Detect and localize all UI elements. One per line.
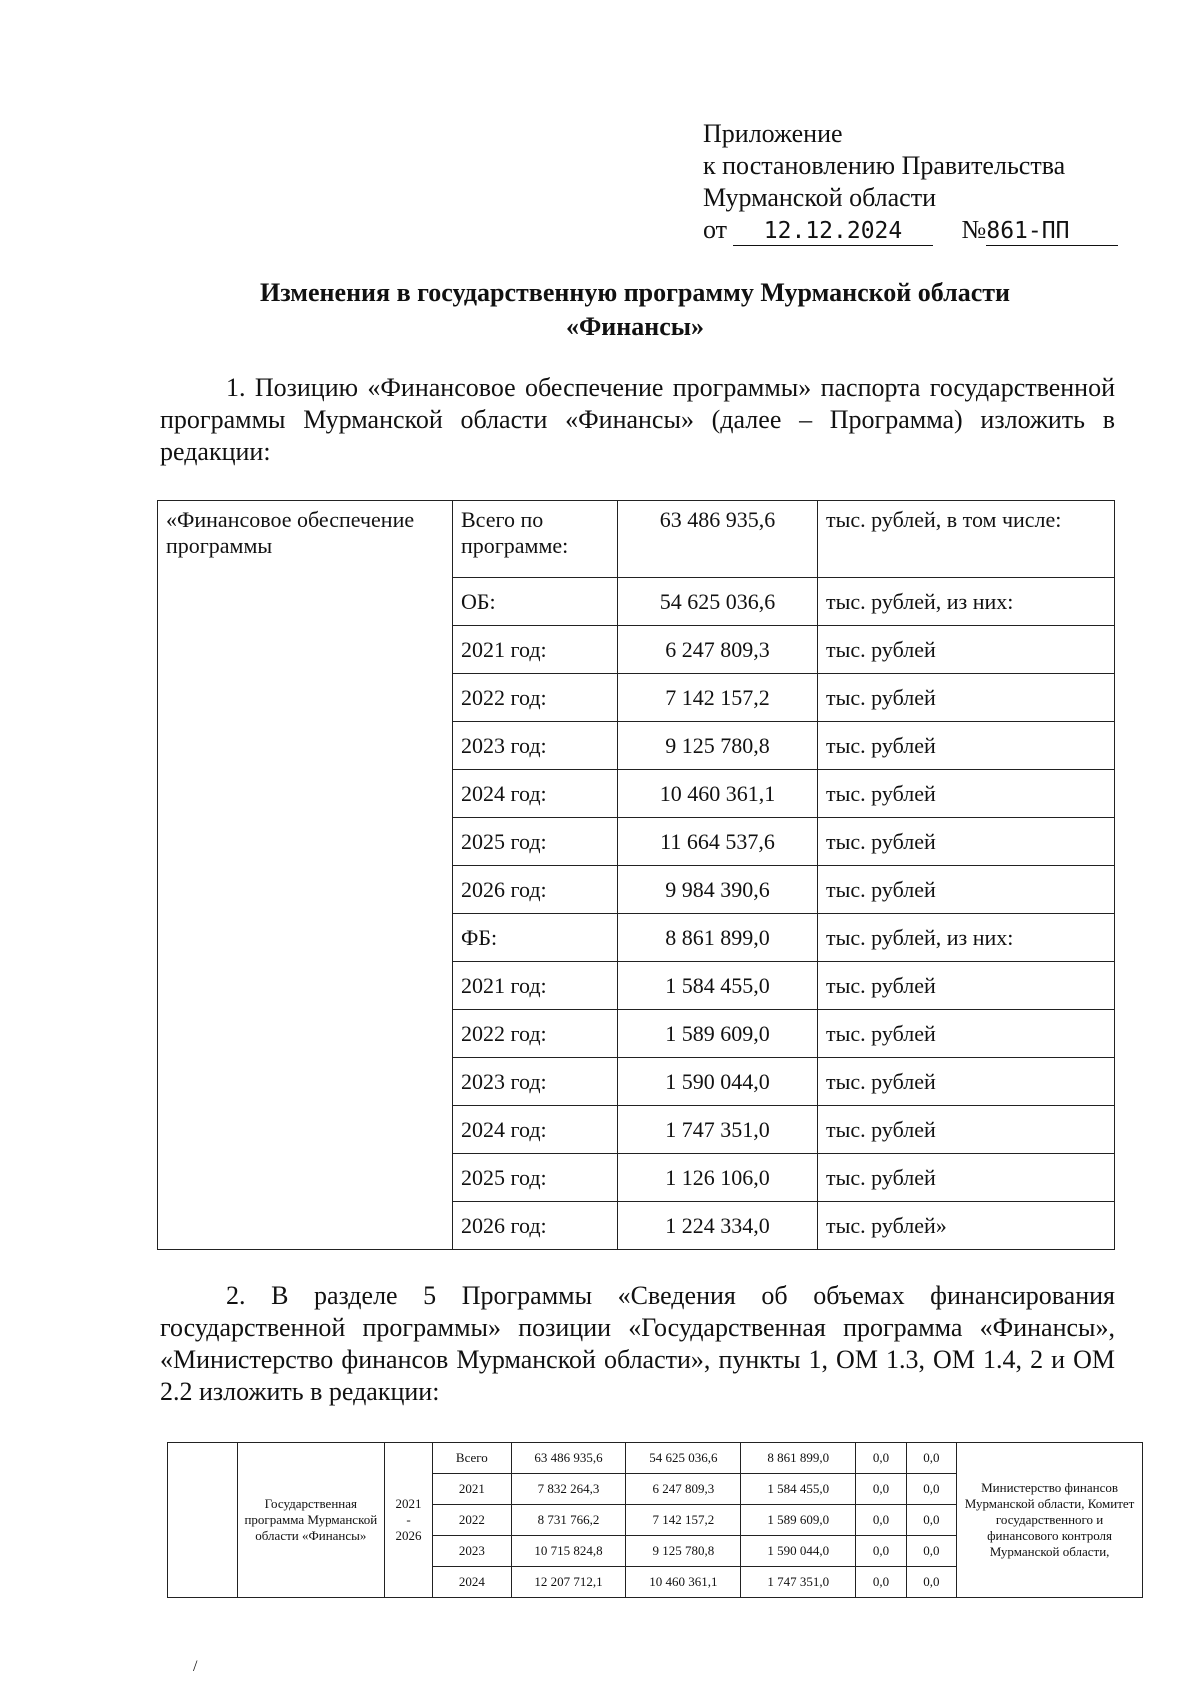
row-unit: тыс. рублей: [818, 866, 1115, 914]
row-unit: тыс. рублей: [818, 962, 1115, 1010]
row-c2: 0,0: [906, 1474, 956, 1505]
footer-mark: /: [193, 1658, 198, 1675]
row-unit: тыс. рублей: [818, 1154, 1115, 1202]
row-ob: 10 460 361,1: [626, 1567, 741, 1598]
row-key: 2023 год:: [453, 1058, 618, 1106]
appendix-line-1: Приложение: [703, 119, 843, 148]
row-key: 2026 год:: [453, 1202, 618, 1250]
row-unit: тыс. рублей: [818, 626, 1115, 674]
row-c2: 0,0: [906, 1443, 956, 1474]
row-total: 63 486 935,6: [511, 1443, 626, 1474]
row-unit: тыс. рублей: [818, 1106, 1115, 1154]
row-fb: 1 584 455,0: [741, 1474, 856, 1505]
title-line-2: «Финансы»: [565, 312, 705, 341]
appendix-header: [703, 118, 1118, 246]
years-part: 2026: [395, 1528, 422, 1543]
row-key: Всего по программе:: [453, 501, 618, 578]
row-label: 2023: [433, 1536, 511, 1567]
row-key: 2022 год:: [453, 1010, 618, 1058]
row-fb: 1 747 351,0: [741, 1567, 856, 1598]
appendix-line-3: Мурманской области: [703, 183, 936, 212]
appendix-date-number-line: [703, 214, 1118, 246]
row-key: 2024 год:: [453, 1106, 618, 1154]
row-total: 8 731 766,2: [511, 1505, 626, 1536]
row-key: 2025 год:: [453, 1154, 618, 1202]
row-key: 2026 год:: [453, 866, 618, 914]
row-c1: 0,0: [856, 1567, 906, 1598]
row-value: 54 625 036,6: [618, 578, 818, 626]
row-ob: 54 625 036,6: [626, 1443, 741, 1474]
row-value: 11 664 537,6: [618, 818, 818, 866]
responsible-organizations: Министерство финансов Мурманской области, Комитет государственного и финансового контроля Мурманской области,: [957, 1443, 1143, 1598]
row-c2: 0,0: [906, 1567, 956, 1598]
row-value: 1 224 334,0: [618, 1202, 818, 1250]
row-value: 8 861 899,0: [618, 914, 818, 962]
appendix-line-2: к постановлению Правительства: [703, 151, 1066, 180]
row-total: 12 207 712,1: [511, 1567, 626, 1598]
row-value: 9 984 390,6: [618, 866, 818, 914]
row-value: 63 486 935,6: [618, 501, 818, 578]
document-title: [160, 276, 1110, 344]
from-label: от: [703, 215, 728, 244]
row-value: 1 126 106,0: [618, 1154, 818, 1202]
number-label: №: [961, 215, 987, 244]
title-line-1: Изменения в государственную программу Мурманской области: [260, 278, 1010, 307]
table-row: [158, 501, 1115, 578]
row-unit: тыс. рублей: [818, 722, 1115, 770]
row-unit: тыс. рублей: [818, 1010, 1115, 1058]
row-unit: тыс. рублей: [818, 818, 1115, 866]
row-fb: 1 589 609,0: [741, 1505, 856, 1536]
years-part: -: [406, 1512, 411, 1527]
row-unit: тыс. рублей: [818, 674, 1115, 722]
program-years: [384, 1443, 432, 1598]
row-key: 2025 год:: [453, 818, 618, 866]
paragraph-1: 1. Позицию «Финансовое обеспечение программы» паспорта государственной программы Мурманской области «Финансы» (далее – Программа) изложить в редакции:: [160, 373, 1115, 466]
row-c1: 0,0: [856, 1505, 906, 1536]
row-key: ФБ:: [453, 914, 618, 962]
row-value: 1 584 455,0: [618, 962, 818, 1010]
row-ob: 6 247 809,3: [626, 1474, 741, 1505]
row-total: 7 832 264,3: [511, 1474, 626, 1505]
row-key: ОБ:: [453, 578, 618, 626]
financing-label: «Финансовое обеспечение программы: [158, 501, 453, 1250]
decree-number: 861-ПП: [986, 217, 1118, 246]
row-key: 2022 год:: [453, 674, 618, 722]
row-value: 1 590 044,0: [618, 1058, 818, 1106]
row-label: 2022: [433, 1505, 511, 1536]
row-ob: 7 142 157,2: [626, 1505, 741, 1536]
row-value: 6 247 809,3: [618, 626, 818, 674]
row-c1: 0,0: [856, 1443, 906, 1474]
row-unit: тыс. рублей, в том числе:: [818, 501, 1115, 578]
row-label: 2021: [433, 1474, 511, 1505]
table-row: [168, 1443, 1143, 1474]
row-key: 2021 год:: [453, 626, 618, 674]
row-value: 1 589 609,0: [618, 1010, 818, 1058]
row-label: 2024: [433, 1567, 511, 1598]
funding-volumes-table: [167, 1442, 1143, 1598]
row-value: 10 460 361,1: [618, 770, 818, 818]
paragraph-2: 2. В разделе 5 Программы «Сведения об объемах финансирования государственной программы» позиции «Государственная программа «Финансы», «Министерство финансов Мурманской области», пункты 1, ОМ 1.3, ОМ 1.4, 2 и ОМ 2.2 изложить в редакции:: [160, 1281, 1115, 1406]
row-fb: 1 590 044,0: [741, 1536, 856, 1567]
row-unit: тыс. рублей, из них:: [818, 578, 1115, 626]
row-unit: тыс. рублей: [818, 770, 1115, 818]
row-fb: 8 861 899,0: [741, 1443, 856, 1474]
decree-date: 12.12.2024: [733, 217, 933, 246]
row-value: 1 747 351,0: [618, 1106, 818, 1154]
row-value: 9 125 780,8: [618, 722, 818, 770]
row-key: 2021 год:: [453, 962, 618, 1010]
financing-table: [157, 500, 1115, 1250]
row-value: 7 142 157,2: [618, 674, 818, 722]
row-c1: 0,0: [856, 1474, 906, 1505]
row-key: 2024 год:: [453, 770, 618, 818]
row-c2: 0,0: [906, 1505, 956, 1536]
row-ob: 9 125 780,8: [626, 1536, 741, 1567]
row-unit: тыс. рублей: [818, 1058, 1115, 1106]
program-name: Государственная программа Мурманской области «Финансы»: [237, 1443, 384, 1598]
years-part: 2021: [395, 1496, 422, 1511]
row-label: Всего: [433, 1443, 511, 1474]
row-unit: тыс. рублей, из них:: [818, 914, 1115, 962]
row-total: 10 715 824,8: [511, 1536, 626, 1567]
row-key: 2023 год:: [453, 722, 618, 770]
row-c2: 0,0: [906, 1536, 956, 1567]
row-c1: 0,0: [856, 1536, 906, 1567]
empty-cell: [168, 1443, 238, 1598]
row-unit: тыс. рублей»: [818, 1202, 1115, 1250]
